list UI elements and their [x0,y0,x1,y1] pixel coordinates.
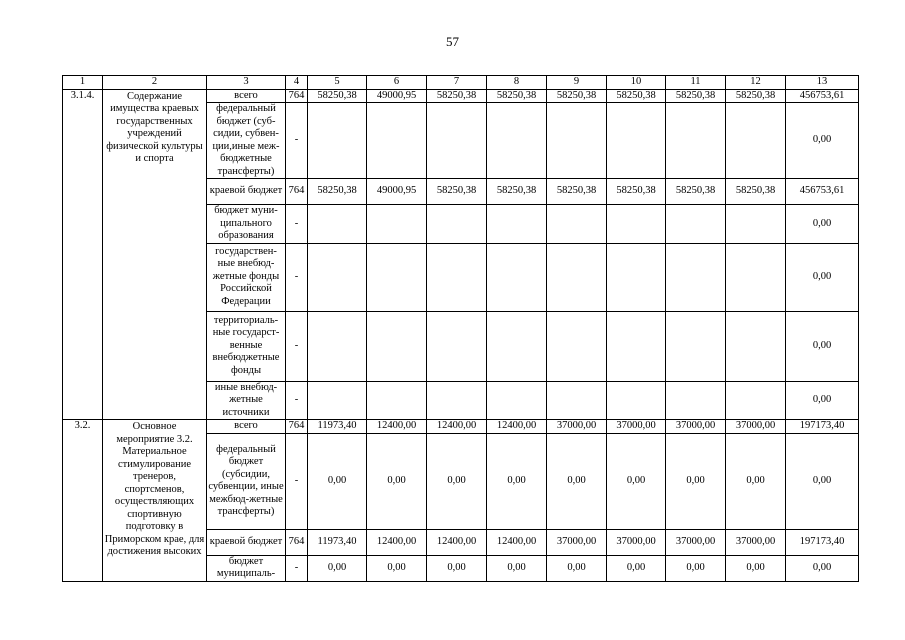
header-cell: 3 [207,76,286,90]
header-cell: 12 [726,76,786,90]
table-body [63,76,859,582]
grbs-code: 764 [286,179,308,205]
header-cell: 2 [103,76,207,90]
header-cell: 1 [63,76,103,90]
year-value: 49000,95 [367,89,427,103]
year-value [487,103,547,179]
year-value [487,311,547,381]
year-value [367,381,427,420]
funding-source: краевой бюджет [207,179,286,205]
year-value: 0,00 [487,433,547,529]
grbs-code: - [286,555,308,581]
year-value: 12400,00 [487,420,547,434]
year-value: 37000,00 [726,420,786,434]
funding-source: всего [207,89,286,103]
funding-source: федеральный бюджет (субсидии, субвенции, иные межбюд-жетные трансферты) [207,433,286,529]
year-value [607,381,666,420]
table-row [63,89,859,103]
funding-source: всего [207,420,286,434]
header-cell: 8 [487,76,547,90]
year-value [367,205,427,244]
year-value: 58250,38 [607,179,666,205]
year-value [666,103,726,179]
year-value: 0,00 [487,555,547,581]
year-value: 0,00 [666,433,726,529]
year-value: 37000,00 [547,420,607,434]
year-value: 58250,38 [427,89,487,103]
grbs-code: - [286,243,308,311]
year-value [666,205,726,244]
year-value: 58250,38 [547,179,607,205]
total-value: 0,00 [786,381,859,420]
year-value [427,243,487,311]
year-value [547,381,607,420]
year-value: 0,00 [726,433,786,529]
year-value [427,311,487,381]
total-value: 0,00 [786,103,859,179]
year-value: 37000,00 [666,420,726,434]
total-value: 197173,40 [786,529,859,555]
year-value: 58250,38 [666,89,726,103]
year-value: 0,00 [547,433,607,529]
grbs-code: - [286,205,308,244]
year-value: 58250,38 [547,89,607,103]
year-value: 0,00 [367,555,427,581]
year-value [726,103,786,179]
year-value: 37000,00 [607,529,666,555]
total-value: 0,00 [786,555,859,581]
funding-source: бюджет муни-ципального образования [207,205,286,244]
grbs-code: 764 [286,420,308,434]
year-value [726,311,786,381]
funding-source: краевой бюджет [207,529,286,555]
header-cell: 7 [427,76,487,90]
year-value: 58250,38 [726,179,786,205]
funding-source: иные внебюд-жетные источники [207,381,286,420]
year-value: 11973,40 [308,529,367,555]
year-value [427,205,487,244]
grbs-code: - [286,381,308,420]
year-value: 0,00 [427,433,487,529]
year-value: 58250,38 [308,89,367,103]
funding-source: территориаль-ные государст-венные внебюджетные фонды [207,311,286,381]
header-cell: 11 [666,76,726,90]
year-value: 0,00 [547,555,607,581]
item-code: 3.2. [63,420,103,582]
year-value: 0,00 [308,555,367,581]
total-value: 197173,40 [786,420,859,434]
year-value: 58250,38 [427,179,487,205]
header-row [63,76,859,90]
year-value [726,243,786,311]
year-value [308,205,367,244]
year-value: 58250,38 [666,179,726,205]
year-value: 0,00 [666,555,726,581]
year-value: 58250,38 [607,89,666,103]
year-value [487,243,547,311]
total-value: 0,00 [786,433,859,529]
total-value: 0,00 [786,311,859,381]
year-value [308,103,367,179]
year-value: 58250,38 [308,179,367,205]
funding-source: федеральный бюджет (суб-сидии, субвен-ции,иные меж-бюджетные трансферты) [207,103,286,179]
year-value [487,381,547,420]
grbs-code: - [286,103,308,179]
total-value: 0,00 [786,243,859,311]
header-cell: 13 [786,76,859,90]
header-cell: 6 [367,76,427,90]
year-value [547,103,607,179]
header-cell: 10 [607,76,666,90]
total-value: 456753,61 [786,89,859,103]
year-value: 12400,00 [427,420,487,434]
funding-source: бюджет муниципаль- [207,555,286,581]
total-value: 456753,61 [786,179,859,205]
year-value [726,381,786,420]
year-value [726,205,786,244]
year-value [487,205,547,244]
year-value: 0,00 [726,555,786,581]
grbs-code: - [286,433,308,529]
grbs-code: - [286,311,308,381]
year-value: 12400,00 [427,529,487,555]
year-value [547,205,607,244]
total-value: 0,00 [786,205,859,244]
year-value: 37000,00 [666,529,726,555]
year-value [607,205,666,244]
year-value: 37000,00 [607,420,666,434]
year-value [367,311,427,381]
year-value: 37000,00 [547,529,607,555]
grbs-code: 764 [286,89,308,103]
year-value [666,243,726,311]
year-value [607,243,666,311]
year-value: 0,00 [607,433,666,529]
year-value: 58250,38 [487,89,547,103]
budget-table [62,75,859,582]
year-value: 0,00 [427,555,487,581]
header-cell: 4 [286,76,308,90]
year-value [666,311,726,381]
year-value: 58250,38 [487,179,547,205]
year-value [308,381,367,420]
grbs-code: 764 [286,529,308,555]
year-value: 12400,00 [487,529,547,555]
year-value [308,311,367,381]
year-value [607,311,666,381]
year-value [547,311,607,381]
year-value: 0,00 [308,433,367,529]
table-row [63,420,859,434]
year-value [666,381,726,420]
year-value [427,381,487,420]
year-value [547,243,607,311]
year-value: 12400,00 [367,529,427,555]
year-value [308,243,367,311]
year-value [367,243,427,311]
item-code: 3.1.4. [63,89,103,420]
year-value: 0,00 [607,555,666,581]
year-value [367,103,427,179]
year-value: 11973,40 [308,420,367,434]
item-name: Содержание имущества краевых государственных учреждений физической культуры и спорта [103,89,207,420]
year-value: 37000,00 [726,529,786,555]
item-name: Основное мероприятие 3.2. Материальное стимулирование тренеров, спортсменов, осуществляющих спортивную подготовку в Приморском крае, для достижения высоких [103,420,207,582]
year-value [427,103,487,179]
year-value: 58250,38 [726,89,786,103]
header-cell: 9 [547,76,607,90]
page-number: 57 [446,34,459,49]
year-value: 12400,00 [367,420,427,434]
year-value [607,103,666,179]
year-value: 0,00 [367,433,427,529]
funding-source: государствен-ные внебюд-жетные фонды Российской Федерации [207,243,286,311]
year-value: 49000,95 [367,179,427,205]
header-cell: 5 [308,76,367,90]
